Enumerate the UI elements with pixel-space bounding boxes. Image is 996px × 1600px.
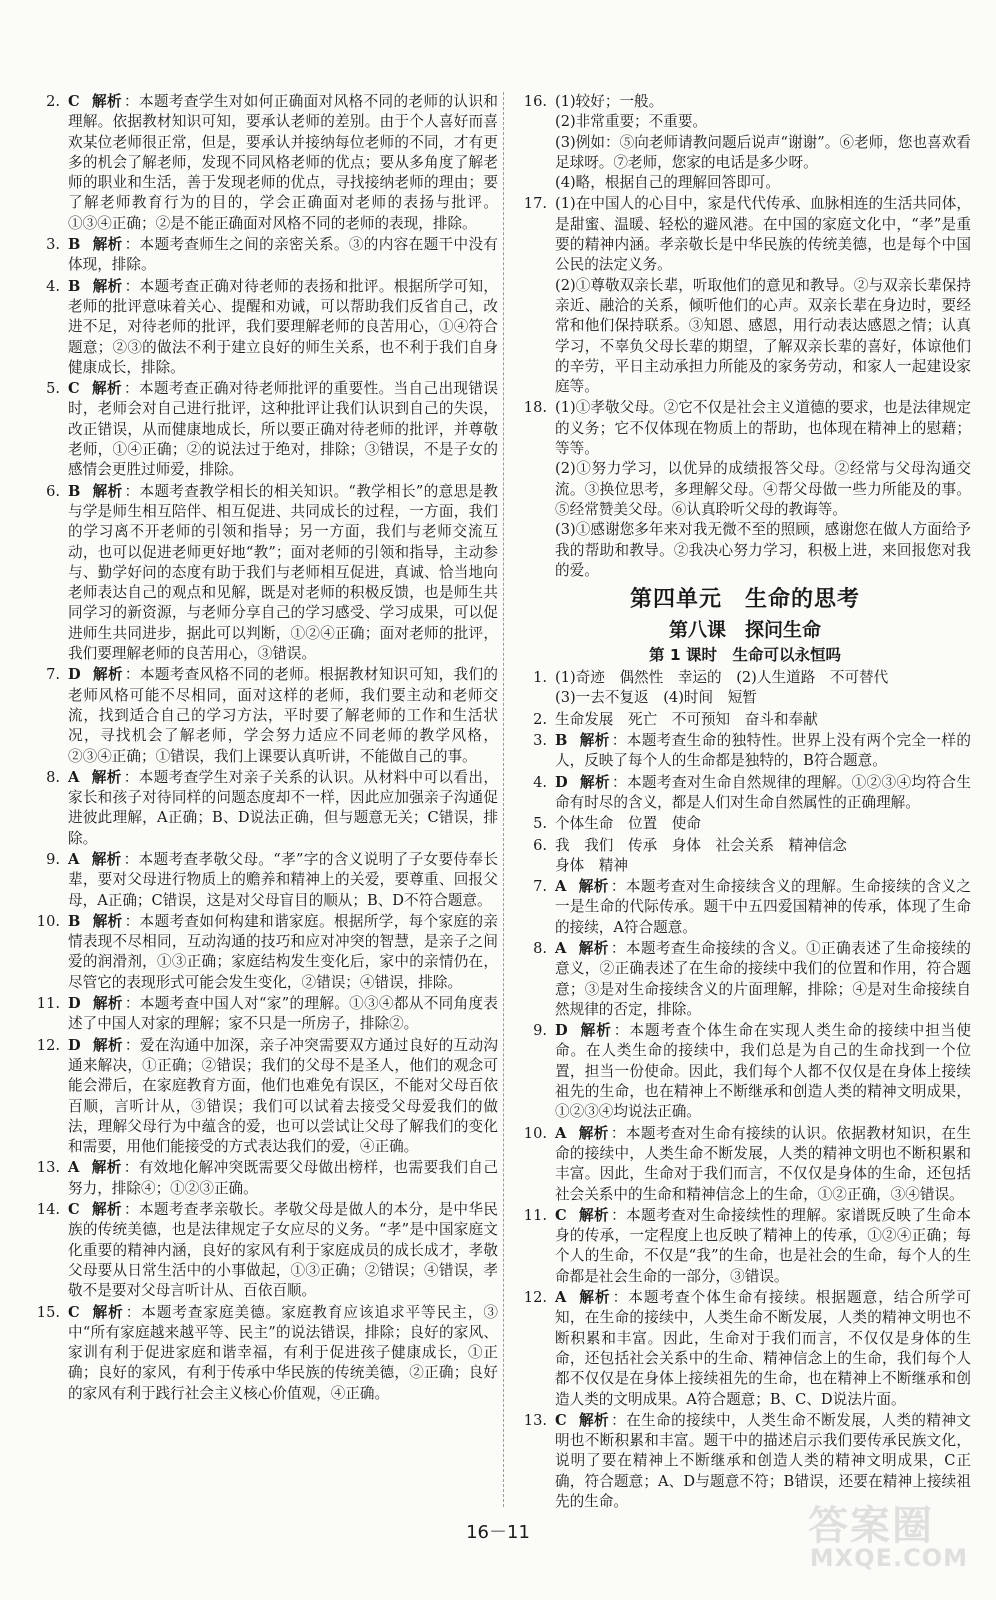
question-number: 8.: [533, 939, 547, 957]
question-number: 4.: [46, 277, 60, 295]
answer-body: [555, 814, 971, 834]
answer-item: [28, 1158, 498, 1199]
answer-letter: C: [68, 1201, 80, 1219]
analysis-keyword: 解析: [91, 768, 122, 786]
analysis-keyword: 解析: [578, 1289, 611, 1307]
answer-body: [555, 836, 971, 877]
question-number: 12.: [36, 1036, 60, 1054]
answer-body: [68, 912, 498, 993]
question-number: 7.: [46, 666, 60, 684]
answer-line: (4)略，根据自己的理解回答即可。: [555, 174, 780, 192]
answer-line: 身体 精神: [555, 856, 628, 874]
answer-letter: A: [555, 1289, 567, 1307]
answer-item: [28, 994, 498, 1035]
question-number: 17.: [523, 195, 547, 213]
analysis-text: ：本题考查生命接续的含义。①正确表述了生命接续的意义，②正确表述了在生命的接续中我们的位置和作用，符合题意；③是对生命接续含义的片面理解，排除；④是对生命接续自然规律的否定，排除。: [555, 939, 971, 1018]
analysis-text: ：本题考查正确对待老师批评的重要性。当自己出现错误时，老师会对自己进行批评，这种批评让我们认识到自己的失误，改正错误，从而健康地成长，所以要正确对待老师的批评，并尊敬老师，①④正确；②的说法过于绝对，排除；③错误，不是子女的感情会更胜过师爱，排除。: [68, 380, 498, 479]
answer-body: [555, 1021, 971, 1122]
question-number: 9.: [533, 1022, 547, 1040]
answer-letter: B: [555, 732, 568, 750]
answer-line: (3)例如：⑤向老师请教问题后说声“谢谢”。⑥老师，您也喜欢看足球呀。⑦老师，您家的电话是多少呀。: [555, 133, 971, 171]
answer-body: [68, 1036, 498, 1158]
analysis-keyword: 解析: [578, 939, 609, 957]
question-number: 8.: [46, 768, 60, 786]
answer-body: [555, 668, 971, 709]
answer-item: [28, 850, 498, 911]
analysis-text: ：本题考查孝亲敬长。孝敬父母是做人的本分，是中华民族的传统美德，也是法律规定子女应尽的义务。“孝”是中国家庭文化重要的精神内涵，良好的家风有利于家庭成员的成长成才，孝敬父母要从日常生活中的小事做起，①③正确；②错误；④错误，孝敬不是要对父母言听计从、百依百顺。: [68, 1201, 498, 1300]
answer-item: [28, 235, 498, 276]
answer-body: [555, 731, 971, 772]
answer-letter: B: [68, 482, 81, 500]
answer-body: [68, 994, 498, 1035]
answer-item: [28, 665, 498, 766]
answer-body: [68, 92, 498, 234]
column-divider: [503, 92, 505, 1507]
answer-letter: D: [68, 995, 81, 1013]
analysis-keyword: 解析: [92, 236, 123, 254]
answer-line: (2)非常重要；不重要。: [555, 113, 708, 131]
answer-item: [28, 277, 498, 378]
analysis-text: ：本题考查风格不同的老师。根据教材知识可知，我们的老师风格可能不尽相同，面对这样的老师，我们要主动和老师交流，找到适合自己的学习方法，平时要了解老师的工作和生活状况，寻找机会了解老师，学会努力适应不同老师的教学风格，②③④正确；①错误，我们上课要认真听讲，不能做自己的事。: [68, 666, 498, 765]
answer-letter: A: [555, 939, 567, 957]
analysis-text: ：本题考查正确对待老师的表扬和批评。根据所学可知，老师的批评意味着关心、提醒和劝诫，可以帮助我们反省自己，改进不足，对待老师的批评，我们要理解老师的良苦用心，①④符合题意；②③的做法不利于建立良好的师生关系，也不利于我们自身健康成长，排除。: [68, 277, 498, 376]
answer-item: [519, 398, 971, 581]
answer-letter: A: [68, 1159, 80, 1177]
answer-body: [555, 1124, 971, 1205]
question-number: 13.: [523, 1411, 547, 1429]
answer-body: [68, 1200, 498, 1301]
analysis-keyword: 解析: [92, 1036, 123, 1054]
question-number: 3.: [533, 732, 547, 750]
analysis-keyword: 解析: [578, 878, 609, 896]
analysis-text: ：有效地化解冲突既需要父母做出榜样，也需要我们自己努力，排除④；①②③正确。: [68, 1159, 498, 1197]
question-number: 18.: [523, 399, 547, 417]
answer-line: 我 我们 传承 身体 社会关系 精神信念: [555, 836, 847, 854]
answer-body: [68, 850, 498, 911]
analysis-keyword: 解析: [91, 1201, 122, 1219]
analysis-keyword: 解析: [579, 773, 610, 791]
answer-letter: C: [68, 380, 80, 398]
analysis-keyword: 解析: [578, 1206, 610, 1224]
question-number: 5.: [46, 380, 60, 398]
answer-list-continued: [519, 92, 971, 581]
analysis-keyword: 解析: [91, 1159, 122, 1177]
analysis-keyword: 解析: [578, 1124, 609, 1142]
analysis-keyword: 解析: [92, 277, 123, 295]
answer-body: [555, 877, 971, 938]
answer-letter: D: [68, 1036, 81, 1054]
answer-letter: B: [68, 277, 81, 295]
answer-letter: D: [555, 773, 568, 791]
answer-body: [68, 235, 498, 276]
question-number: 11.: [36, 995, 60, 1013]
answer-body: [555, 194, 971, 397]
answer-line: (3)一去不复返 (4)时间 短暂: [555, 689, 757, 707]
analysis-keyword: 解析: [92, 482, 123, 500]
answer-item: [28, 379, 498, 480]
question-number: 11.: [523, 1206, 547, 1224]
analysis-text: ：本题考查孝敬父母。“孝”字的含义说明了子女要侍奉长辈，要对父母进行物质上的赡养和精神上的关爱，要尊重、回报父母，A正确；C错误，这是对父母盲目的顺从；B、D不符合题意。: [68, 850, 498, 909]
analysis-text: ：本题考查如何构建和谐家庭。根据所学，每个家庭的亲情表现不尽相同，互动沟通的技巧和应对冲突的智慧，是亲子之间爱的润滑剂，①③正确；家庭结构发生变化后，家中的亲情仍在，尽管它的表现形式可能会发生变化，②错误；④错误，排除。: [68, 912, 498, 991]
analysis-keyword: 解析: [91, 93, 122, 110]
analysis-text: ：本题考查学生对如何正确面对风格不同的老师的认识和理解。依据教材知识可知，要承认老师的差别。由于个人喜好而喜欢某位老师很正常，但是，要承认并接纳每位老师的不同，才有更多的机会了解老师，发现不同风格老师的优点；要从多角度了解老师的职业和生活，善于发现老师的优点，寻找接纳老师的理由；要了解老师教育行为的目的，学会正确面对老师的表扬与批评。①③④正确；②是不能正确面对风格不同的老师的表现，排除。: [68, 93, 498, 232]
answer-item: [28, 1036, 498, 1158]
answer-body: [68, 768, 498, 849]
analysis-keyword: 解析: [579, 732, 610, 750]
answer-line: (1)①孝敬父母。②它不仅是社会主义道德的要求，也是法律规定的义务；它不仅体现在物质上的帮助，也体现在精神上的慰藉；等等。: [555, 399, 971, 458]
analysis-text: ：本题考查师生之间的亲密关系。③的内容在题干中没有体现，排除。: [68, 236, 498, 274]
answer-item: [28, 482, 498, 665]
watermark-logo: [769, 1488, 974, 1578]
question-number: 14.: [36, 1201, 60, 1219]
analysis-text: ：本题考查中国人对“家”的理解。①③④都从不同角度表述了中国人对家的理解；家不只是一所房子，排除②。: [68, 995, 498, 1033]
answer-item: [519, 710, 971, 730]
answer-letter: C: [555, 1411, 567, 1429]
answer-letter: D: [555, 1022, 568, 1040]
answer-list-unit4: [519, 668, 971, 1512]
answer-body: [68, 1303, 498, 1404]
analysis-keyword: 解析: [92, 912, 123, 930]
answer-letter: A: [68, 768, 80, 786]
analysis-text: ：本题考查对生命有接续的认识。依据教材知识，在生命的接续中，人类生命不断发展，人类的精神文明也不断积累和丰富。因此，生命对于我们而言，不仅仅是身体的生命，还包括社会关系中的生命和精神信念上的生命，①②正确，③④错误。: [555, 1124, 971, 1203]
analysis-keyword: 解析: [92, 666, 123, 684]
question-number: 15.: [36, 1303, 60, 1321]
analysis-keyword: 解析: [91, 850, 122, 868]
answer-line: (3)①感谢您多年来对我无微不至的照顾，感谢您在做人方面给予我的帮助和教导。②我决心努力学习，积极上进，来回报您对我的爱。: [555, 521, 971, 579]
answer-item: [28, 92, 498, 234]
analysis-text: ：本题考查个体生命有接续。根据题意，结合所学可知，在生命的接续中，人类生命不断发展，人类的精神文明也不断积累和丰富。因此，生命对于我们而言，不仅仅是身体的生命，还包括社会关系中的生命、精神信念上的生命，我们每个人都不仅仅是在身体上接续祖先的生命，也在精神上不断继承和创造人类的文明成果。A符合题意；B、C、D说法片面。: [555, 1289, 971, 1408]
question-number: 6.: [533, 836, 547, 854]
unit-title: 第四单元 生命的思考: [629, 587, 860, 613]
answer-item: [519, 92, 971, 193]
question-number: 7.: [533, 878, 547, 896]
answer-item: [519, 1021, 971, 1122]
analysis-text: ：本题考查教学相长的相关知识。“教学相长”的意思是教与学是师生相互陪伴、相互促进、共同成长的过程，一方面，我们的学习离不开老师的引领和指导；另一方面，我们与老师交流互动，也可以促进老师更好地“教”；面对老师的引领和指导，主动参与、勤学好问的态度有助于我们与老师相互促进，真诚、恰当地向老师表达自己的观点和见解，既是对老师的积极反馈，也是师生共同学习的新资源，与老师分享自己的学习感受、学习成果，可以促进师生共同进步，据此可以判断，①②④正确；面对老师的批评，我们要理解老师的良苦用心，③错误。: [68, 482, 498, 663]
question-number: 13.: [36, 1159, 60, 1177]
answer-item: [28, 768, 498, 849]
analysis-text: ：爱在沟通中加深，亲子冲突需要双方通过良好的互动沟通来解决，①正确；②错误；我们的父母不是圣人，他们的观念可能会滞后，在家庭教育方面，他们也难免有误区，不能对父母百依百顺，言听计从，③错误；我们可以试着去接受父母爱我们的做法，理解父母行为中蕴含的爱，也可以尝试让父母了解我们的变化和需要，用他们能接受的方式表达我们的爱，④正确。: [68, 1036, 498, 1156]
answer-body: [555, 939, 971, 1020]
answer-body: [555, 773, 971, 814]
question-number: 12.: [523, 1289, 547, 1307]
analysis-text: ：本题考查学生对亲子关系的认识。从材料中可以看出，家长和孩子对待同样的问题态度却不一样，因此应加强亲子沟通促进彼此理解，A正确；B、D说法正确，但与题意无关；C错误，排除。: [68, 768, 498, 847]
answer-body: [555, 1288, 971, 1410]
answer-item: [519, 836, 971, 877]
answer-letter: C: [68, 93, 80, 110]
analysis-keyword: 解析: [579, 1022, 612, 1040]
answer-letter: A: [68, 850, 80, 868]
question-number: 4.: [533, 773, 547, 791]
answer-item: [519, 1288, 971, 1410]
analysis-text: ：本题考查家庭美德。家庭教育应该追求平等民主，③中“所有家庭越来越平等、民主”的说法错误，排除；良好的家风、家训有利于促进家庭和谐幸福，有利于促进孩子健康成长，①正确；良好的家风，有利于传承中华民族的传统美德，②正确；良好的家风有利于践行社会主义核心价值观，④正确。: [68, 1303, 498, 1402]
answer-line: 个体生命 位置 使命: [555, 815, 701, 833]
answer-item: [519, 877, 971, 938]
analysis-keyword: 解析: [92, 995, 123, 1013]
answer-item: [519, 1124, 971, 1205]
answer-item: [519, 668, 971, 709]
answer-item: [519, 194, 971, 397]
answer-body: [555, 1206, 971, 1287]
analysis-text: ：本题考查对生命接续含义的理解。生命接续的含义之一是生命的代际传承。题干中五四爱国精神的传承，体现了生命的接续，A符合题意。: [555, 878, 971, 936]
answer-letter: A: [555, 878, 567, 896]
lesson-title: 第八课 探问生命: [668, 619, 821, 642]
answer-line: (2)①努力学习，以优异的成绩报答父母。②经常与父母沟通交流。③换位思考，多理解父母。④帮父母做一些力所能及的事。⑤经常赞美父母。⑥认真聆听父母的教诲等。: [555, 460, 971, 518]
left-column: [28, 92, 498, 1405]
question-number: 2.: [533, 710, 547, 728]
right-column: [519, 92, 971, 1513]
question-number: 1.: [533, 669, 547, 687]
answer-item: [519, 814, 971, 834]
answer-line: (1)奇迹 偶然性 幸运的 (2)人生道路 不可替代: [555, 669, 889, 687]
answer-item: [519, 773, 971, 814]
analysis-text: ：在生命的接续中，人类生命不断发展，人类的精神文明也不断积累和丰富。题干中的描述启示我们要传承民族文化，说明了要在精神上不断继承和创造人类的精神文明成果，C正确，符合题意；A、D与题意不符；B错误，还要在精神上接续祖先的生命。: [555, 1411, 971, 1510]
answer-body: [555, 398, 971, 581]
question-number: 3.: [46, 236, 60, 254]
question-number: 9.: [46, 850, 60, 868]
answer-line: (1)在中国人的心目中，家是代代传承、血脉相连的生活共同体，是甜蜜、温暖、轻松的避风港。在中国的家庭文化中，“孝”是重要的精神内涵。孝亲敬长是中华民族的传统美德，也是每个中国公民的法定义务。: [555, 195, 971, 274]
answer-body: [68, 1158, 498, 1199]
analysis-text: ：本题考查对生命自然规律的理解。①②③④均符合生命有时尽的含义，都是人们对生命自然属性的正确理解。: [555, 773, 971, 811]
answer-letter: B: [68, 236, 81, 254]
answer-line: 生命发展 死亡 不可预知 奋斗和奉献: [555, 710, 818, 728]
question-number: 6.: [46, 482, 60, 500]
answer-body: [68, 665, 498, 766]
answer-item: [519, 1206, 971, 1287]
answer-item: [28, 912, 498, 993]
question-number: 10.: [523, 1124, 547, 1142]
period-title: 第 1 课时 生命可以永恒吗: [648, 646, 842, 665]
answer-letter: B: [68, 912, 81, 930]
question-number: 2.: [46, 93, 60, 110]
answer-item: [519, 731, 971, 772]
answer-body: [555, 92, 971, 193]
watermark-url-mark: MXQE.COM: [809, 1544, 968, 1572]
answer-body: [555, 710, 971, 730]
analysis-keyword: 解析: [91, 1303, 124, 1321]
answer-body: [68, 379, 498, 480]
answer-line: (2)①尊敬双亲长辈，听取他们的意见和教导。②与双亲长辈保持亲近、融洽的关系，倾听他们的心声。双亲长辈在身边时，要经常和他们保持联系。③知恩、感恩，用行动表达感恩之情；认真学习，不辜负父母长辈的期望，了解双亲长辈的喜好，体谅他们的辛劳，平日主动承担力所能及的家务劳动，和家人一起建设家庭等。: [555, 276, 971, 396]
answer-item: [28, 1303, 498, 1404]
watermark-logo-mark: 答案圈: [808, 1503, 934, 1549]
answer-body: [68, 277, 498, 378]
question-number: 10.: [36, 912, 60, 930]
question-number: 16.: [523, 93, 547, 110]
analysis-text: ：本题考查对生命接续性的理解。家谱既反映了生命本身的传承，一定程度上也反映了精神上的传承，①②④正确；每个人的生命，不仅是“我”的生命，也是社会的生命，每个人的生命都是社会生命的一部分，③错误。: [555, 1206, 971, 1285]
analysis-keyword: 解析: [578, 1411, 610, 1429]
answer-letter: D: [68, 666, 81, 684]
answer-letter: A: [555, 1124, 567, 1142]
analysis-keyword: 解析: [91, 380, 122, 398]
question-number: 5.: [533, 815, 547, 833]
answer-item: [519, 939, 971, 1020]
analysis-text: ：本题考查个体生命在实现人类生命的接续中担当使命。在人类生命的接续中，我们总是为自己的生命找到一个位置，担当一份使命。因此，我们每个人都不仅仅是在身体上接续祖先的生命，也在精神上不断继承和创造人类的精神文明成果，①②③④均说法正确。: [555, 1022, 971, 1121]
answer-body: [68, 482, 498, 665]
answer-item: [28, 1200, 498, 1301]
page-number: 16－11: [466, 1522, 530, 1543]
analysis-text: ：本题考查生命的独特性。世界上没有两个完全一样的人，反映了每个人的生命都是独特的，B符合题意。: [555, 732, 971, 770]
answer-letter: C: [555, 1206, 567, 1224]
answer-line: (1)较好；一般。: [555, 93, 664, 110]
answer-letter: C: [68, 1303, 80, 1321]
